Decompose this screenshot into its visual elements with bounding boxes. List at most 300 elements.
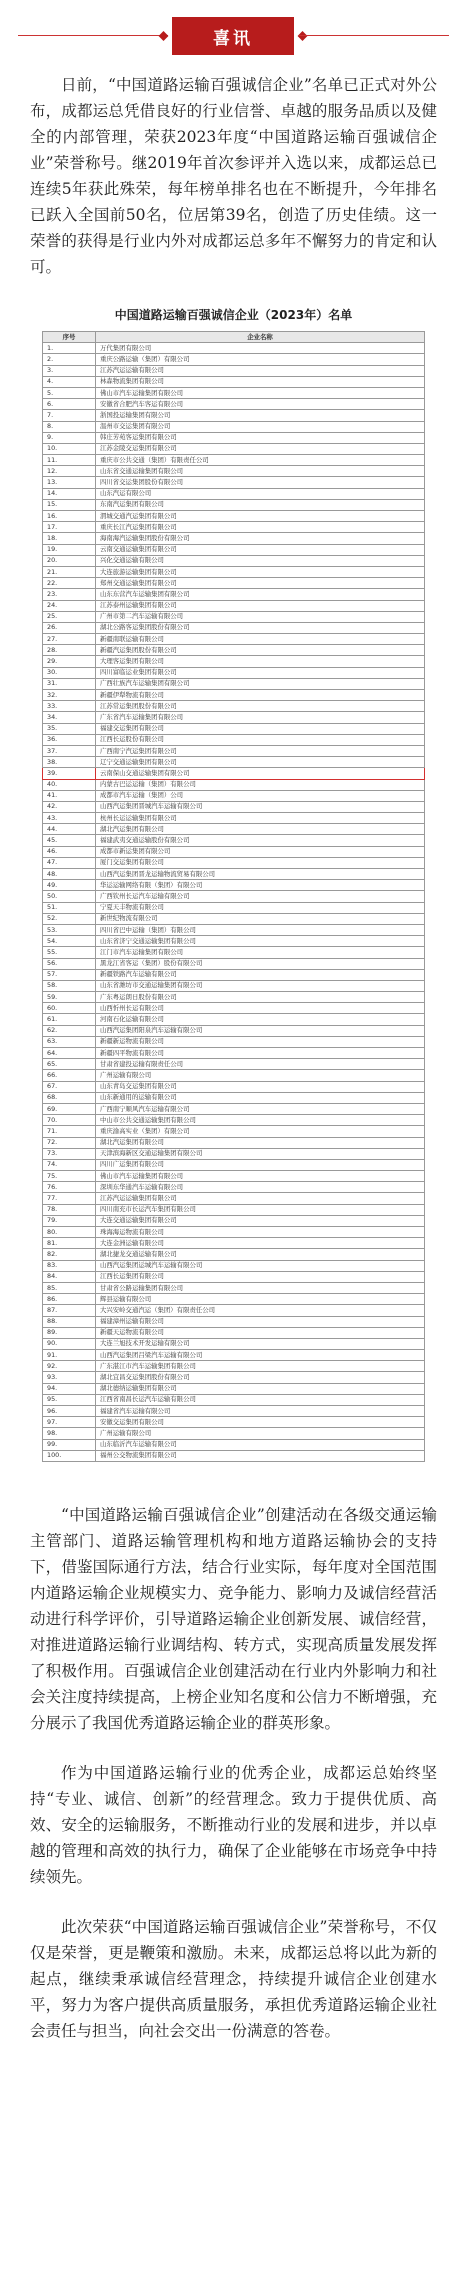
table-row <box>43 891 425 902</box>
row-company-name: 甘肃省建投运输有限责任公司 <box>96 1059 425 1070</box>
row-number: 78. <box>43 1204 96 1215</box>
table-row <box>43 1115 425 1126</box>
row-company-name: 万代集团有限公司 <box>96 343 425 354</box>
row-company-name: 山东临沂汽车运输有限公司 <box>96 1439 425 1450</box>
row-company-name: 四川省交运集团股份有限公司 <box>96 477 425 488</box>
table-row <box>43 387 425 398</box>
row-number: 35. <box>43 723 96 734</box>
table-row <box>43 645 425 656</box>
row-company-name: 浙国投运输集团有限公司 <box>96 410 425 421</box>
row-company-name: 江苏汽运运输有限公司 <box>96 365 425 376</box>
row-company-name: 黑龙江省客运（集团）股份有限公司 <box>96 958 425 969</box>
row-number: 52. <box>43 913 96 924</box>
row-number: 30. <box>43 667 96 678</box>
table-row <box>43 522 425 533</box>
table-row <box>43 1092 425 1103</box>
row-company-name: 新疆新运物流有限公司 <box>96 1036 425 1047</box>
row-number: 51. <box>43 902 96 913</box>
row-company-name: 福州公交物流集团有限公司 <box>96 1450 425 1461</box>
row-company-name: 林森物流集团有限公司 <box>96 376 425 387</box>
row-company-name: 温州市交运集团有限公司 <box>96 421 425 432</box>
table-row <box>43 1036 425 1047</box>
row-number: 11. <box>43 455 96 466</box>
table-row <box>43 1215 425 1226</box>
row-number: 14. <box>43 488 96 499</box>
table-row <box>43 1316 425 1327</box>
row-company-name: 韩庄芳苑客运集团有限公司 <box>96 432 425 443</box>
row-company-name: 湖北公路客运集团股份有限公司 <box>96 622 425 633</box>
row-company-name: 广州运输有限公司 <box>96 1070 425 1081</box>
table-row <box>43 421 425 432</box>
row-company-name: 广州市第二汽车运输有限公司 <box>96 611 425 622</box>
row-company-name: 重庆长江汽运集团有限公司 <box>96 522 425 533</box>
table-row <box>43 701 425 712</box>
row-company-name: 云南保山交通运输集团有限公司 <box>96 768 425 779</box>
table-row <box>43 1014 425 1025</box>
row-number: 67. <box>43 1081 96 1092</box>
table-row <box>43 578 425 589</box>
table-row <box>43 466 425 477</box>
table-row <box>43 589 425 600</box>
table-row <box>43 343 425 354</box>
row-company-name: 新疆铁路汽车运输有限公司 <box>96 969 425 980</box>
table-row <box>43 1372 425 1383</box>
activity-paragraph: “中国道路运输百强诚信企业”创建活动在各级交通运输主管部门、道路运输管理机构和地方道路运输协会的支持下，借鉴国际通行方法，结合行业实际，每年度对全国范围内道路运输企业规模实力、竞争能力、影响力及诚信经营活动进行科学评价，引导道路运输企业创新发展、诚信经营，对推进道路运输行业调结构、转方式，实现高质量发展发挥了积极作用。百强诚信企业创建活动在行业内外影响力和社会关注度持续提高，上榜企业知名度和公信力不断增强，充分展示了我国优秀道路运输企业的群英形象。 <box>30 1505 437 1732</box>
row-company-name: 重庆公路运输（集团）有限公司 <box>96 354 425 365</box>
row-number: 59. <box>43 992 96 1003</box>
ranking-table <box>42 331 425 1462</box>
row-number: 28. <box>43 645 96 656</box>
row-company-name: 四川富临运业集团有限公司 <box>96 667 425 678</box>
header <box>0 0 467 70</box>
row-number: 60. <box>43 1003 96 1014</box>
table-row <box>43 1327 425 1338</box>
row-number: 91. <box>43 1350 96 1361</box>
row-company-name: 湖北汽运集团有限公司 <box>96 1137 425 1148</box>
row-company-name: 安徽省合肥汽车客运有限公司 <box>96 399 425 410</box>
table-row <box>43 533 425 544</box>
row-number: 62. <box>43 1025 96 1036</box>
table-row <box>43 1361 425 1372</box>
row-company-name: 佛山市汽车运输集团有限公司 <box>96 1171 425 1182</box>
table-row <box>43 857 425 868</box>
row-number: 89. <box>43 1327 96 1338</box>
table-row <box>43 936 425 947</box>
row-number: 69. <box>43 1103 96 1114</box>
table-row <box>43 1260 425 1271</box>
row-number: 42. <box>43 801 96 812</box>
table-row <box>43 1249 425 1260</box>
col-header-name: 企业名称 <box>96 332 425 343</box>
row-company-name: 大连兰旭技术开发运输有限公司 <box>96 1338 425 1349</box>
row-number: 95. <box>43 1394 96 1405</box>
table-row <box>43 790 425 801</box>
table-row <box>43 1394 425 1405</box>
row-number: 43. <box>43 813 96 824</box>
row-number: 56. <box>43 958 96 969</box>
table-row <box>43 980 425 991</box>
row-company-name: 山东青岛交运集团有限公司 <box>96 1081 425 1092</box>
table-row <box>43 902 425 913</box>
table-row <box>43 1238 425 1249</box>
table-row <box>43 1417 425 1428</box>
row-company-name: 四川省巴中运输（集团）有限公司 <box>96 924 425 935</box>
row-company-name: 山东新通用的运输有限公司 <box>96 1092 425 1103</box>
row-number: 23. <box>43 589 96 600</box>
row-number: 44. <box>43 824 96 835</box>
row-company-name: 大理客运集团有限公司 <box>96 656 425 667</box>
row-company-name: 杭州长运运输集团有限公司 <box>96 813 425 824</box>
row-number: 81. <box>43 1238 96 1249</box>
table-row <box>43 969 425 980</box>
row-number: 86. <box>43 1294 96 1305</box>
row-company-name: 山西汽运集团运城汽车运输有限公司 <box>96 1260 425 1271</box>
table-row <box>43 544 425 555</box>
table-row <box>43 757 425 768</box>
row-number: 92. <box>43 1361 96 1372</box>
row-number: 16. <box>43 511 96 522</box>
row-number: 87. <box>43 1305 96 1316</box>
row-number: 24. <box>43 600 96 611</box>
row-number: 29. <box>43 656 96 667</box>
row-number: 19. <box>43 544 96 555</box>
row-number: 75. <box>43 1171 96 1182</box>
table-row <box>43 880 425 891</box>
table-row <box>43 678 425 689</box>
table-row <box>43 656 425 667</box>
row-number: 58. <box>43 980 96 991</box>
row-company-name: 大兴安岭交通汽运（集团）有限责任公司 <box>96 1305 425 1316</box>
row-number: 3. <box>43 365 96 376</box>
row-number: 36. <box>43 734 96 745</box>
row-number: 93. <box>43 1372 96 1383</box>
table-row <box>43 1450 425 1461</box>
row-company-name: 成都市新运集团有限公司 <box>96 846 425 857</box>
row-number: 41. <box>43 790 96 801</box>
row-number: 83. <box>43 1260 96 1271</box>
table-row <box>43 1204 425 1215</box>
row-number: 13. <box>43 477 96 488</box>
row-number: 38. <box>43 757 96 768</box>
row-company-name: 广西南宁汽运集团有限公司 <box>96 745 425 756</box>
table-row <box>43 1305 425 1316</box>
row-company-name: 厦门交运集团有限公司 <box>96 857 425 868</box>
row-number: 46. <box>43 846 96 857</box>
row-company-name: 华运运输网络有限（集团）有限公司 <box>96 880 425 891</box>
table-row <box>43 477 425 488</box>
row-company-name: 大连金洲运输有限公司 <box>96 1238 425 1249</box>
row-number: 90. <box>43 1338 96 1349</box>
row-company-name: 甘肃省公路运输集团有限公司 <box>96 1282 425 1293</box>
row-number: 73. <box>43 1148 96 1159</box>
row-number: 39. <box>43 768 96 779</box>
row-number: 7. <box>43 410 96 421</box>
table-row <box>43 913 425 924</box>
row-company-name: 山西汽运集团阳泉汽车运输有限公司 <box>96 1025 425 1036</box>
table-body <box>43 343 425 1462</box>
row-number: 45. <box>43 835 96 846</box>
row-number: 50. <box>43 891 96 902</box>
row-company-name: 福建交运集团有限公司 <box>96 723 425 734</box>
row-company-name: 重庆市公共交通（集团）有限责任公司 <box>96 455 425 466</box>
row-number: 12. <box>43 466 96 477</box>
row-company-name: 山西汽运集团吕梁汽车运输有限公司 <box>96 1350 425 1361</box>
table-row <box>43 1193 425 1204</box>
table-row <box>43 1350 425 1361</box>
row-number: 94. <box>43 1383 96 1394</box>
row-number: 22. <box>43 578 96 589</box>
table-row <box>43 1282 425 1293</box>
table-row <box>43 1338 425 1349</box>
row-number: 37. <box>43 745 96 756</box>
row-company-name: 四川广运集团有限公司 <box>96 1159 425 1170</box>
table-row <box>43 745 425 756</box>
row-number: 99. <box>43 1439 96 1450</box>
row-number: 54. <box>43 936 96 947</box>
row-company-name: 山东省潍坊市交通运输集团有限公司 <box>96 980 425 991</box>
table-row <box>43 432 425 443</box>
table-row <box>43 1126 425 1137</box>
row-number: 2. <box>43 354 96 365</box>
table-row <box>43 354 425 365</box>
row-company-name: 宁夏天丰物流有限公司 <box>96 902 425 913</box>
row-company-name: 湖北德纳运输集团有限公司 <box>96 1383 425 1394</box>
row-company-name: 江苏常运集团股份有限公司 <box>96 701 425 712</box>
row-number: 33. <box>43 701 96 712</box>
table-row <box>43 1081 425 1092</box>
row-number: 21. <box>43 566 96 577</box>
table-row <box>43 1137 425 1148</box>
row-company-name: 山西汽运集团晋城汽车运输有限公司 <box>96 801 425 812</box>
row-number: 55. <box>43 947 96 958</box>
table-row <box>43 824 425 835</box>
row-number: 100. <box>43 1450 96 1461</box>
row-number: 8. <box>43 421 96 432</box>
table-row <box>43 992 425 1003</box>
row-number: 63. <box>43 1036 96 1047</box>
row-company-name: 渭城交通汽运集团有限公司 <box>96 511 425 522</box>
row-number: 47. <box>43 857 96 868</box>
table-row <box>43 1103 425 1114</box>
row-company-name: 福建省汽车运输有限公司 <box>96 1406 425 1417</box>
row-company-name: 新疆伊犁物流有限公司 <box>96 690 425 701</box>
row-company-name: 山东汽运有限公司 <box>96 488 425 499</box>
row-number: 10. <box>43 443 96 454</box>
row-number: 48. <box>43 869 96 880</box>
table-row <box>43 667 425 678</box>
row-company-name: 辉县运输有限公司 <box>96 1294 425 1305</box>
row-number: 34. <box>43 712 96 723</box>
row-company-name: 广州运输有限公司 <box>96 1428 425 1439</box>
header-right-rule <box>299 35 449 36</box>
row-number: 9. <box>43 432 96 443</box>
table-row <box>43 1428 425 1439</box>
row-number: 4. <box>43 376 96 387</box>
row-company-name: 山东省交通运输集团有限公司 <box>96 466 425 477</box>
table-row <box>43 622 425 633</box>
row-company-name: 江西省南昌长运汽车运输有限公司 <box>96 1394 425 1405</box>
table-row <box>43 779 425 790</box>
row-number: 70. <box>43 1115 96 1126</box>
row-number: 66. <box>43 1070 96 1081</box>
table-row <box>43 835 425 846</box>
row-company-name: 江苏汽运运输集团有限公司 <box>96 1193 425 1204</box>
row-company-name: 江门市汽车运输集团有限公司 <box>96 947 425 958</box>
row-number: 71. <box>43 1126 96 1137</box>
row-company-name: 广西钦州长运汽车运输有限公司 <box>96 891 425 902</box>
table-row <box>43 443 425 454</box>
table-header-row <box>43 332 425 343</box>
table-row <box>43 410 425 421</box>
row-company-name: 广东湛江市汽车运输集团有限公司 <box>96 1361 425 1372</box>
table-title: 中国道路运输百强诚信企业（2023年）名单 <box>114 308 353 322</box>
row-company-name: 辽宁交通运输集团有限公司 <box>96 757 425 768</box>
table-row <box>43 690 425 701</box>
row-number: 5. <box>43 387 96 398</box>
row-company-name: 广东粤运朗日股份有限公司 <box>96 992 425 1003</box>
table-row <box>43 1439 425 1450</box>
row-company-name: 福建漳州运输有限公司 <box>96 1316 425 1327</box>
row-number: 65. <box>43 1059 96 1070</box>
row-company-name: 成都市汽车运输（集团）公司 <box>96 790 425 801</box>
table-row <box>43 734 425 745</box>
row-company-name: 云南交通运输集团有限公司 <box>96 544 425 555</box>
row-number: 32. <box>43 690 96 701</box>
col-header-no: 序号 <box>43 332 96 343</box>
row-number: 6. <box>43 399 96 410</box>
row-company-name: 兴化交通运输有限公司 <box>96 555 425 566</box>
table-row <box>43 1159 425 1170</box>
philosophy-paragraph: 作为中国道路运输行业的优秀企业，成都运总始终坚持“专业、诚信、创新”的经营理念。致力于提供优质、高效、安全的运输服务，不断推动行业的发展和进步，并以卓越的管理和高效的执行力，确保了企业能够在市场竞争中持续领先。 <box>30 1763 437 1886</box>
table-row <box>43 1271 425 1282</box>
row-number: 72. <box>43 1137 96 1148</box>
table-row <box>43 1003 425 1014</box>
row-company-name: 大连交通运输集团有限公司 <box>96 1215 425 1226</box>
row-company-name: 河南石化运输有限公司 <box>96 1014 425 1025</box>
table-row <box>43 1148 425 1159</box>
header-left-rule <box>18 35 168 36</box>
row-company-name: 湖北汽运集团有限公司 <box>96 824 425 835</box>
table-row <box>43 1070 425 1081</box>
row-number: 27. <box>43 634 96 645</box>
row-company-name: 海南海汽运输集团股份有限公司 <box>96 533 425 544</box>
row-company-name: 山东东营汽车运输集团有限公司 <box>96 589 425 600</box>
row-company-name: 江苏泰州运输集团有限公司 <box>96 600 425 611</box>
table-row <box>43 947 425 958</box>
row-number: 98. <box>43 1428 96 1439</box>
row-number: 84. <box>43 1271 96 1282</box>
table-row <box>43 399 425 410</box>
row-number: 26. <box>43 622 96 633</box>
table-row <box>43 455 425 466</box>
table-row <box>43 600 425 611</box>
row-number: 80. <box>43 1227 96 1238</box>
row-company-name: 安徽交运集团有限公司 <box>96 1417 425 1428</box>
row-company-name: 新世纪物流有限公司 <box>96 913 425 924</box>
row-number: 82. <box>43 1249 96 1260</box>
table-row <box>43 511 425 522</box>
outlook-paragraph: 此次荣获“中国道路运输百强诚信企业”荣誉称号，不仅仅是荣誉，更是鞭策和激励。未来，成都运总将以此为新的起点，继续秉承诚信经营理念，持续提升诚信企业创建水平，努力为客户提供高质量服务，承担优秀道路运输企业社会责任与担当，向社会交出一份满意的答卷。 <box>30 1917 437 2040</box>
row-company-name: 东南汽运集团有限公司 <box>96 499 425 510</box>
table-row <box>43 869 425 880</box>
row-company-name: 四川南充市长运汽车集团有限公司 <box>96 1204 425 1215</box>
row-number: 15. <box>43 499 96 510</box>
row-company-name: 山西汽运集团晋龙运输物流贸易有限公司 <box>96 869 425 880</box>
row-number: 57. <box>43 969 96 980</box>
row-company-name: 珠海海运物流有限公司 <box>96 1227 425 1238</box>
row-company-name: 广东省汽车运输集团有限公司 <box>96 712 425 723</box>
row-company-name: 山西忻州长运有限公司 <box>96 1003 425 1014</box>
row-company-name: 新疆汽运集团股份有限公司 <box>96 645 425 656</box>
row-company-name: 新疆天运物流有限公司 <box>96 1327 425 1338</box>
row-number: 31. <box>43 678 96 689</box>
table-row <box>43 365 425 376</box>
row-company-name: 江苏金陵交运集团有限公司 <box>96 443 425 454</box>
table-row <box>43 566 425 577</box>
row-number: 53. <box>43 924 96 935</box>
row-company-name: 郑州交通运输集团有限公司 <box>96 578 425 589</box>
table-row <box>43 1227 425 1238</box>
row-company-name: 大连旅游运输集团有限公司 <box>96 566 425 577</box>
table-row <box>43 1059 425 1070</box>
row-number: 77. <box>43 1193 96 1204</box>
row-number: 64. <box>43 1048 96 1059</box>
row-number: 88. <box>43 1316 96 1327</box>
table-row <box>43 924 425 935</box>
table-row <box>43 1406 425 1417</box>
row-company-name: 中山市公共交通运输集团有限公司 <box>96 1115 425 1126</box>
table-row <box>43 801 425 812</box>
row-number: 17. <box>43 522 96 533</box>
row-number: 25. <box>43 611 96 622</box>
table-row <box>43 813 425 824</box>
intro-paragraph: 日前，“中国道路运输百强诚信企业”名单已正式对外公布，成都运总凭借良好的行业信誉、卓越的服务品质以及健全的内部管理，荣获2023年度“中国道路运输百强诚信企业”荣誉称号。继2019年首次参评并入选以来，成都运总已连续5年获此殊荣，每年榜单排名也在不断提升，今年排名已跃入全国前50名，位居第39名，创造了历史佳绩。这一荣誉的获得是行业内外对成都运总多年不懈努力的肯定和认可。 <box>30 76 437 276</box>
row-company-name: 广西南宁顺风汽车运输有限公司 <box>96 1103 425 1114</box>
row-company-name: 广西壮族汽车运输集团有限公司 <box>96 678 425 689</box>
row-company-name: 江西长运集团有限公司 <box>96 1271 425 1282</box>
row-company-name: 深圳东华通汽车运输有限公司 <box>96 1182 425 1193</box>
row-number: 61. <box>43 1014 96 1025</box>
row-company-name: 天津滨海新区交通运输集团有限公司 <box>96 1148 425 1159</box>
row-number: 97. <box>43 1417 96 1428</box>
row-company-name: 福建武夷交通运输股份有限公司 <box>96 835 425 846</box>
row-company-name: 新疆南联运输有限公司 <box>96 634 425 645</box>
table-row <box>43 846 425 857</box>
row-number: 68. <box>43 1092 96 1103</box>
table-row <box>43 1171 425 1182</box>
row-number: 74. <box>43 1159 96 1170</box>
table-row <box>43 611 425 622</box>
row-number: 40. <box>43 779 96 790</box>
row-number: 49. <box>43 880 96 891</box>
row-company-name: 山东省济宁交通运输集团有限公司 <box>96 936 425 947</box>
news-badge: 喜讯 <box>172 17 294 55</box>
table-row <box>43 958 425 969</box>
table-row <box>43 499 425 510</box>
row-number: 76. <box>43 1182 96 1193</box>
table-row <box>43 1048 425 1059</box>
table-row <box>43 376 425 387</box>
table-row <box>43 1182 425 1193</box>
row-company-name: 江西长运股份有限公司 <box>96 734 425 745</box>
table-row <box>43 1383 425 1394</box>
row-number: 1. <box>43 343 96 354</box>
row-number: 79. <box>43 1215 96 1226</box>
row-company-name: 内蒙古巴运运输（集团）有限公司 <box>96 779 425 790</box>
table-row <box>43 1025 425 1036</box>
table-row <box>43 712 425 723</box>
row-company-name: 湖北宜昌交运集团股份有限公司 <box>96 1372 425 1383</box>
